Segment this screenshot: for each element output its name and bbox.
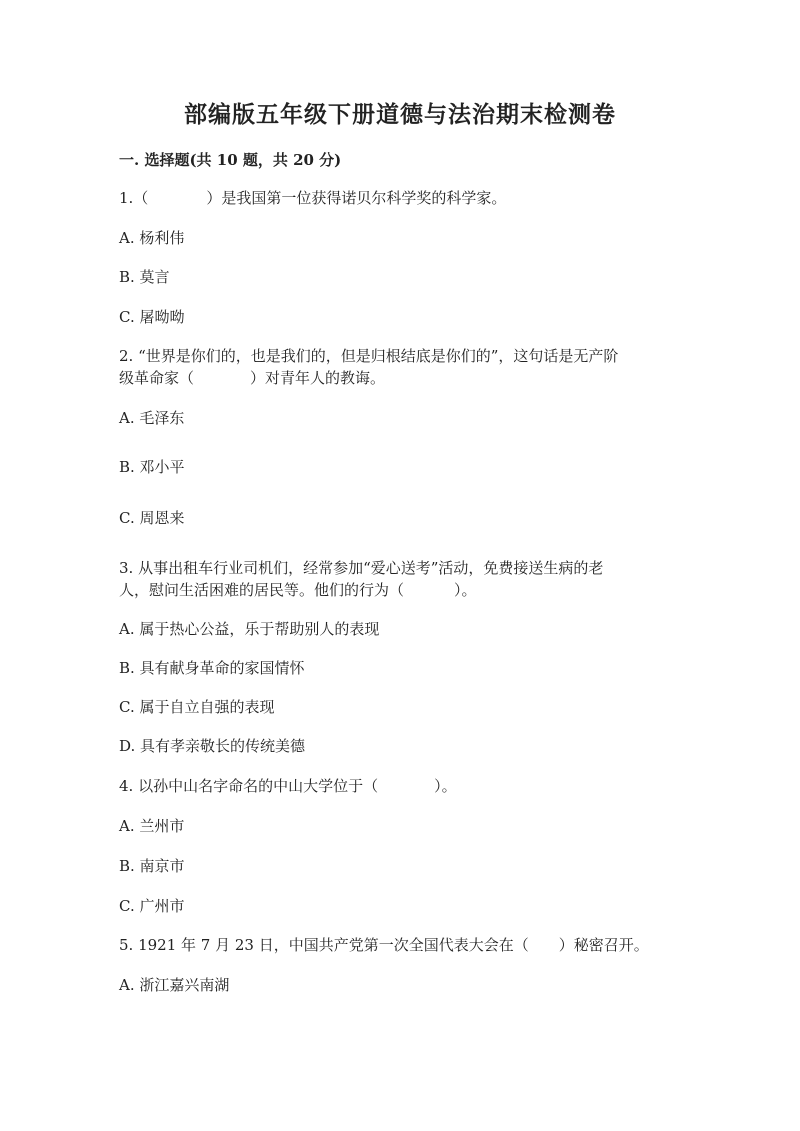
question-1-option-b: B. 莫言	[119, 268, 170, 286]
question-2-stem-line2: 级革命家（ ）对青年人的教诲。	[119, 369, 386, 387]
page-title: 部编版五年级下册道德与法治期末检测卷	[184, 101, 616, 128]
question-3-stem-line1: 3. 从事出租车行业司机们，经常参加“爱心送考”活动，免费接送生病的老	[119, 559, 604, 577]
question-1-stem: 1.（ ）是我国第一位获得诺贝尔科学奖的科学家。	[119, 189, 507, 207]
question-2-option-b: B. 邓小平	[119, 458, 185, 476]
question-3-stem-line2: 人，慰问生活困难的居民等。他们的行为（ ）。	[119, 581, 477, 599]
question-5-option-a: A. 浙江嘉兴南湖	[119, 976, 230, 994]
question-3-option-a: A. 属于热心公益，乐于帮助别人的表现	[119, 620, 380, 638]
question-2-stem-line1: 2. “世界是你们的，也是我们的，但是归根结底是你们的”，这句话是无产阶	[119, 347, 619, 365]
question-4-option-c: C. 广州市	[119, 897, 185, 915]
question-2-option-a: A. 毛泽东	[119, 409, 185, 427]
question-3-option-d: D. 具有孝亲敬长的传统美德	[119, 737, 306, 755]
question-1-option-c: C. 屠呦呦	[119, 308, 185, 326]
question-4-option-b: B. 南京市	[119, 857, 185, 875]
question-4-option-a: A. 兰州市	[119, 817, 185, 835]
section-heading: 一. 选择题(共 10 题，共 20 分)	[119, 151, 342, 169]
question-5-stem: 5. 1921 年 7 月 23 日，中国共产党第一次全国代表大会在（ ）秘密召开。	[119, 936, 649, 954]
question-1-option-a: A. 杨利伟	[119, 229, 185, 247]
question-3-option-b: B. 具有献身革命的家国情怀	[119, 659, 305, 677]
question-4-stem: 4. 以孙中山名字命名的中山大学位于（ ）。	[119, 777, 457, 795]
question-2-option-c: C. 周恩来	[119, 509, 185, 527]
question-3-option-c: C. 属于自立自强的表现	[119, 698, 275, 716]
